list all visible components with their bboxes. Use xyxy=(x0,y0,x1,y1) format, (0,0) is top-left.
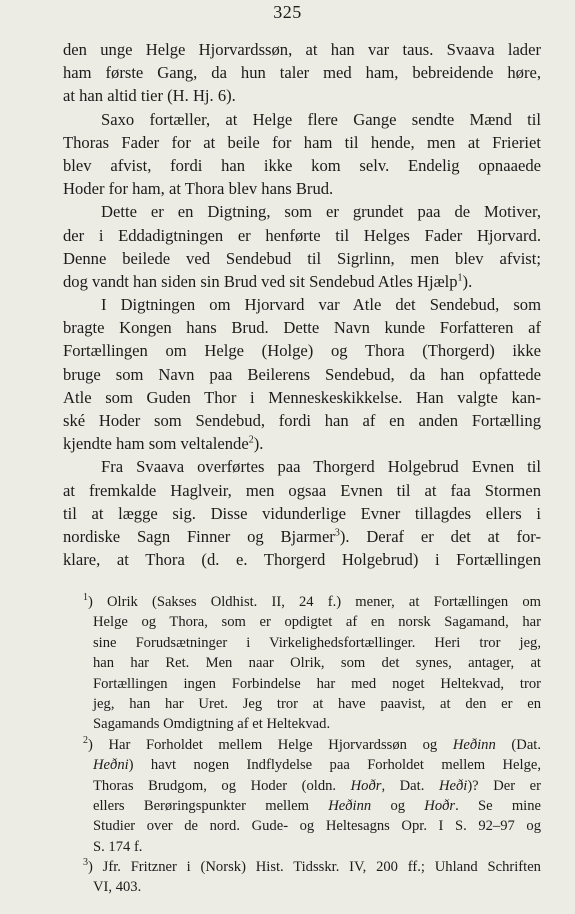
footnote-line: sine Forudsætninger i Virkelighedsfortællinger. Heri tror jeg, xyxy=(93,634,541,651)
body-line: nordiske Sagn Finner og Bjarmer$^3$). Deraf er det at for- xyxy=(63,526,541,546)
footnote-marker: 2 xyxy=(83,734,88,746)
body-line: der i Eddadigtningen er henførte til Helges Fader Hjorvard. xyxy=(63,225,541,245)
footnote xyxy=(63,592,541,735)
footnote-line: Helge og Thora, som er opdigtet af en norsk Sagamand, har xyxy=(93,614,541,631)
body-line: Dette er en Digtning, som er grundet paa de Motiver, xyxy=(101,202,541,222)
body-line: Fra Svaava overførtes paa Thorgerd Holgebrud Evnen til xyxy=(101,457,541,477)
footnote-line: $^3$) Jfr. Fritzner i (Norsk) Hist. Tidsskr. IV, 200 ff.; Uhland Schriften xyxy=(83,857,541,876)
body-line: Denne beilede ved Sendebud til Sigrlinn, men blev afvist; xyxy=(63,248,541,268)
footnote-line: VI, 403. xyxy=(93,879,142,896)
footnote xyxy=(63,735,541,857)
footnote-ref: 3 xyxy=(334,527,340,539)
footnote-line: jeg, han har Uret. Jeg tror at have paavist, at den er en xyxy=(93,695,541,712)
body-line: dog vandt han siden sin Brud ved sit Sendebud Atles Hjælp$^1$). xyxy=(63,271,473,291)
footnotes xyxy=(63,592,541,898)
body-line: til at lægge sig. Disse vidunderlige Evner tillagdes ellers i xyxy=(63,503,541,523)
footnote-marker: 1 xyxy=(83,592,88,604)
footnote-ref: 1 xyxy=(457,272,463,284)
footnote-line: $^2$) Har Forholdet mellem Helge Hjorvardssøn og Heðinn (Dat. xyxy=(83,734,541,753)
body-line: kjendte ham som veltalende$^2$). xyxy=(63,434,264,454)
footnote-line: Heðni) havt nogen Indflydelse paa Forholdet mellem Helge, xyxy=(93,757,541,774)
body-line: Hoder for ham, at Thora blev hans Brud. xyxy=(63,179,334,199)
footnote-line: $^1$) Olrik (Sakses Oldhist. II, 24 f.) mener, at Fortællingen om xyxy=(83,592,541,610)
footnote-line: S. 174 f. xyxy=(93,838,143,855)
body-line: bruge som Navn paa Beilerens Sendebud, da han opfattede xyxy=(63,364,541,384)
body-line: at fremkalde Haglveir, men ogsaa Evnen til at faa Stormen xyxy=(63,480,541,500)
footnote-line: han har Ret. Men naar Olrik, som det synes, antager, at xyxy=(93,655,541,672)
body-text xyxy=(63,38,541,571)
footnote-ref: 2 xyxy=(248,434,254,446)
footnote-line: Thoras Brudgom, og Hoder (oldn. Hoðr, Dat. Heði)? Der er xyxy=(93,777,541,794)
page-number: 325 xyxy=(273,2,302,22)
body-line: Fortællingen om Helge (Holge) og Thora (Thorgerd) ikke xyxy=(63,341,541,361)
footnote-line: Studier over de nord. Gude- og Heltesagns Opr. I S. 92–97 og xyxy=(93,818,541,835)
body-line: bragte Kongen hans Brud. Dette Navn kunde Forfatteren af xyxy=(63,318,541,338)
body-line: Saxo fortæller, at Helge flere Gange sendte Mænd til xyxy=(101,109,541,129)
body-line: blev afvist, fordi han ikke kom selv. Endelig opnaaede xyxy=(63,155,541,175)
footnote-line: ellers Berøringspunkter mellem Heðinn og Hoðr. Se mine xyxy=(93,797,541,814)
body-line: Thoras Fader for at beile for ham til hende, men at Frieriet xyxy=(63,132,541,152)
body-line: ské Hoder som Sendebud, fordi han af en anden Fortælling xyxy=(63,411,541,430)
footnote-marker: 3 xyxy=(83,857,88,869)
footnote xyxy=(63,857,541,898)
body-line: at han altid tier (H. Hj. 6). xyxy=(63,86,236,106)
body-line: I Digtningen om Hjorvard var Atle det Sendebud, som xyxy=(101,295,541,315)
footnote-line: Sagamands Omdigtning af et Heltekvad. xyxy=(93,716,331,733)
body-line: Atle som Guden Thor i Menneskeskikkelse. Han valgte kan- xyxy=(63,387,541,407)
body-line: ham første Gang, da hun taler med ham, bebreidende høre, xyxy=(63,63,541,83)
body-line: den unge Helge Hjorvardssøn, at han var taus. Svaava lader xyxy=(63,40,541,59)
footnote-line: Fortællingen ingen Forbindelse har med noget Heltekvad, tror xyxy=(93,675,541,692)
body-line: klare, at Thora (d. e. Thorgerd Holgebrud) i Fortællingen xyxy=(63,550,541,570)
